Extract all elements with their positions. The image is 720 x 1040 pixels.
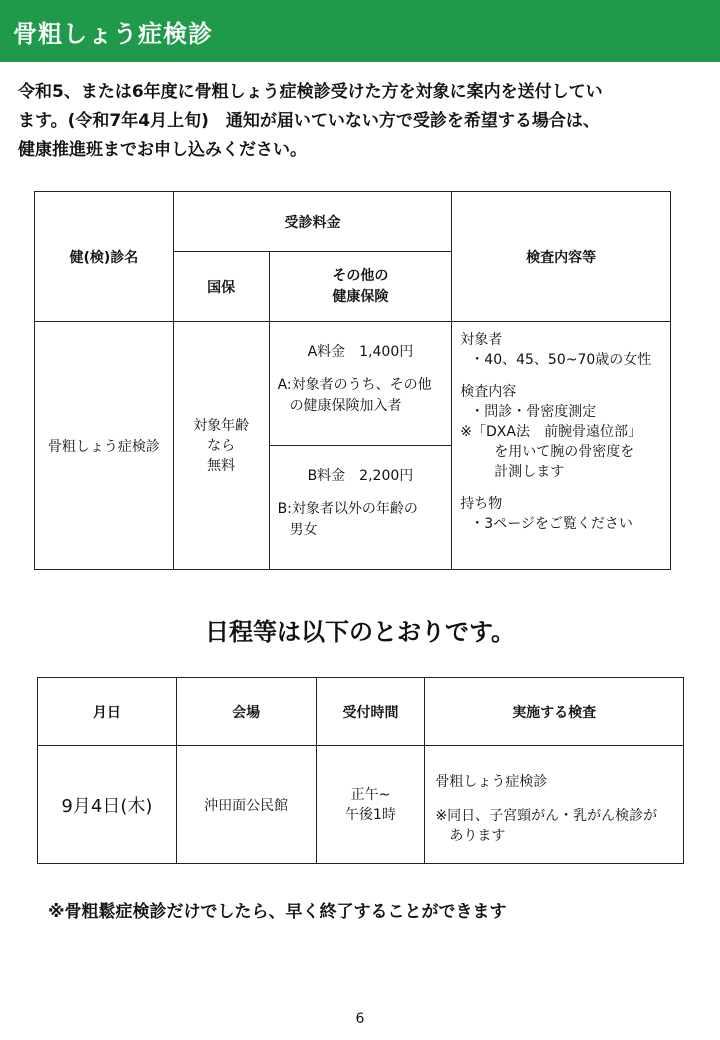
section-title: 骨粗しょう症検診: [13, 20, 213, 48]
schedule-date: 9月4日(木): [38, 746, 177, 864]
kokuho-line: 無料: [207, 457, 236, 474]
fee-a-note: [278, 375, 444, 417]
content-line: ・3ページをご覧ください: [470, 516, 633, 532]
kokuho-line: 対象年齢: [193, 417, 250, 434]
fee-b-note: [278, 499, 444, 541]
kokuho-line: なら: [207, 437, 236, 454]
header-other-line: 健康保険: [332, 288, 389, 305]
content-line: ・40、45、50~70歳の女性: [470, 352, 652, 368]
content-line: ※「DXA法 前腕骨遠位部」: [460, 424, 642, 440]
schedule-time-line: 正午~: [350, 786, 391, 803]
page-number: 6: [355, 1011, 365, 1027]
schedule-header-time: 受付時間: [316, 678, 425, 746]
header-other-line: その他の: [332, 267, 389, 284]
section-header: [0, 0, 720, 62]
fee-b-note-line: B:対象者以外の年齢の: [277, 501, 418, 517]
fee-a-cell: [269, 322, 452, 446]
content-line: を用いて腕の骨密度を: [494, 444, 635, 460]
schedule-exam-line: 骨粗しょう症検診: [435, 774, 548, 790]
header-fee: 受診料金: [173, 192, 452, 252]
fee-a-note-line: A:対象者のうち、その他: [277, 377, 432, 393]
fee-a-amount: A料金 1,400円: [307, 344, 414, 360]
schedule-venue: 沖田面公民館: [176, 746, 316, 864]
exam-name-cell: 骨粗しょう症検診: [35, 322, 174, 570]
content-line: 計測します: [494, 464, 565, 480]
content-line: 対象者: [460, 332, 503, 348]
schedule-exam-cell: [425, 746, 684, 864]
schedule-table: [37, 677, 684, 864]
content-cell: [452, 322, 671, 570]
intro-paragraph: [18, 78, 708, 165]
footnote: ※骨粗鬆症検診だけでしたら、早く終了することができます: [48, 902, 507, 922]
intro-line: 令和5、または6年度に骨粗しょう症検診受けた方を対象に案内を送付してい: [18, 82, 603, 102]
schedule-title: 日程等は以下のとおりです。: [204, 618, 516, 646]
content-line: 持ち物: [460, 496, 503, 512]
fee-a-note-line: の健康保険加入者: [289, 398, 402, 414]
content-line: ・問診・骨密度測定: [470, 404, 597, 420]
fee-b-cell: [269, 446, 452, 570]
schedule-header-exam: 実施する検査: [425, 678, 684, 746]
header-other-insurance: [269, 252, 452, 322]
fee-b-amount: B料金 2,200円: [307, 468, 414, 484]
header-kokuho: 国保: [173, 252, 269, 322]
schedule-time-line: 午後1時: [345, 806, 396, 823]
schedule-header-venue: 会場: [176, 678, 316, 746]
schedule-header-date: 月日: [38, 678, 177, 746]
exam-info-table: [34, 191, 671, 570]
schedule-exam-line: ※同日、子宮頸がん・乳がん検診が: [435, 808, 658, 824]
schedule-time-cell: [316, 746, 425, 864]
content-line: 検査内容: [460, 384, 517, 400]
fee-b-note-line: 男女: [289, 522, 318, 538]
header-content: 検査内容等: [452, 192, 671, 322]
header-exam-name: 健(検)診名: [35, 192, 174, 322]
intro-line: ます。(令和7年4月上旬) 通知が届いていない方で受診を希望する場合は、: [18, 111, 600, 131]
intro-line: 健康推進班までお申し込みください。: [18, 140, 307, 160]
kokuho-cell: [173, 322, 269, 570]
schedule-exam-line: あります: [449, 828, 506, 844]
